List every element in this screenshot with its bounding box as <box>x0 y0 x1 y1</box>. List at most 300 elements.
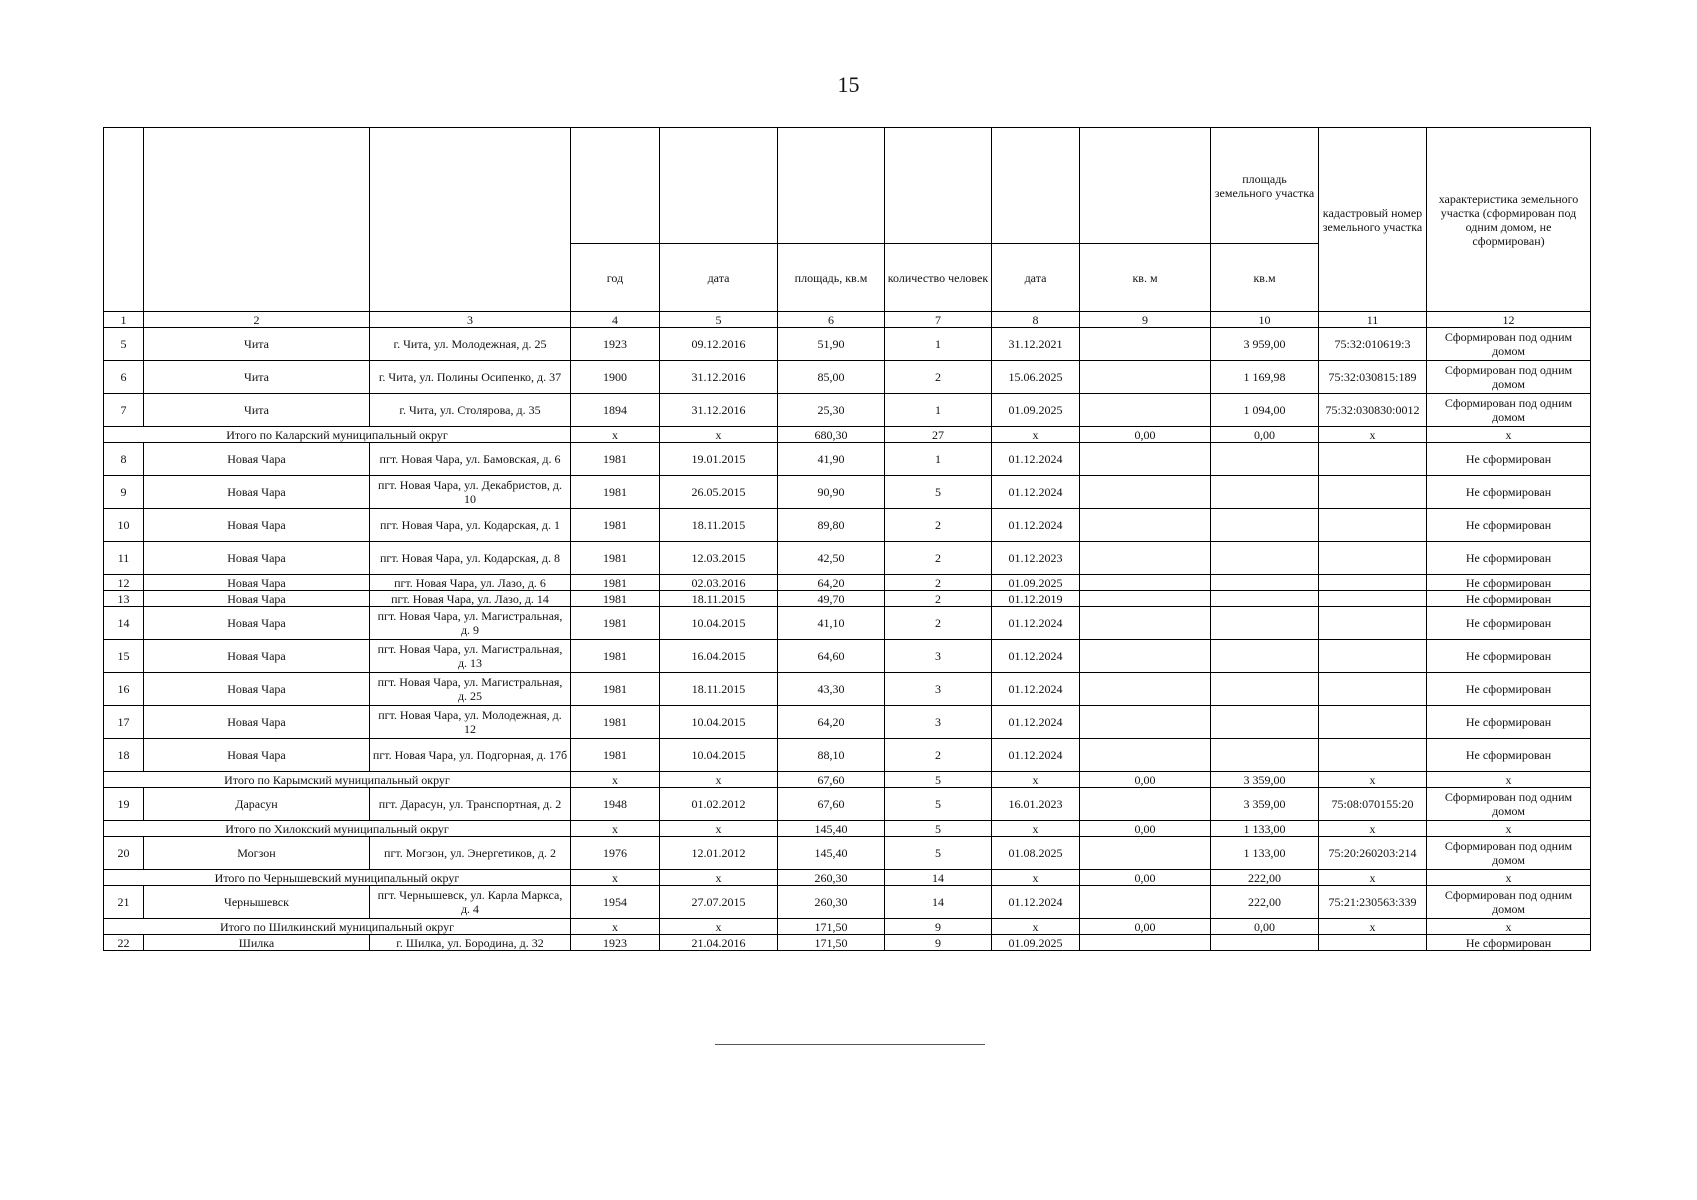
table-row <box>104 607 1591 640</box>
table-cell: пгт. Новая Чара, ул. Молодежная, д. 12 <box>370 706 571 739</box>
total-cell: х <box>1427 919 1591 935</box>
header-sqm: кв. м <box>1080 244 1211 312</box>
table-cell <box>1319 575 1427 591</box>
table-cell: 11 <box>104 542 144 575</box>
column-number-cell: 6 <box>778 312 885 328</box>
total-cell: х <box>1319 919 1427 935</box>
table-cell: 2 <box>885 509 992 542</box>
table-cell: 9 <box>885 935 992 951</box>
table-cell: 3 959,00 <box>1211 328 1319 361</box>
table-row <box>104 673 1591 706</box>
table-cell: пгт. Новая Чара, ул. Кодарская, д. 8 <box>370 542 571 575</box>
table-cell: Не сформирован <box>1427 607 1591 640</box>
header-cell-col4 <box>571 128 660 244</box>
table-cell <box>1080 886 1211 919</box>
column-number-cell: 11 <box>1319 312 1427 328</box>
table-cell: 01.12.2024 <box>992 886 1080 919</box>
table-cell: 10.04.2015 <box>660 706 778 739</box>
table-cell <box>1211 706 1319 739</box>
total-cell: х <box>571 772 660 788</box>
table-cell <box>1080 328 1211 361</box>
table-row <box>104 509 1591 542</box>
table-cell: Новая Чара <box>144 591 370 607</box>
table-cell: 1981 <box>571 443 660 476</box>
header-cell-col2 <box>144 128 370 312</box>
table-cell <box>1211 739 1319 772</box>
table-cell: 1981 <box>571 640 660 673</box>
header-cadastral-number: кадастровый номер земельного участка <box>1319 128 1427 312</box>
table-cell <box>1211 476 1319 509</box>
table-cell: 3 <box>885 673 992 706</box>
column-number-cell: 5 <box>660 312 778 328</box>
total-cell: х <box>1319 427 1427 443</box>
table-cell: 3 359,00 <box>1211 788 1319 821</box>
total-cell: х <box>660 821 778 837</box>
table-cell: 01.12.2019 <box>992 591 1080 607</box>
table-cell: Сформирован под одним домом <box>1427 394 1591 427</box>
table-cell: 13 <box>104 591 144 607</box>
table-row <box>104 837 1591 870</box>
table-cell: 9 <box>104 476 144 509</box>
total-cell: х <box>571 427 660 443</box>
table-cell: 2 <box>885 739 992 772</box>
table-cell: 3 <box>885 706 992 739</box>
table-cell: 12 <box>104 575 144 591</box>
table-cell: 16.01.2023 <box>992 788 1080 821</box>
table-cell: 3 <box>885 640 992 673</box>
total-cell: х <box>660 772 778 788</box>
table-cell: 88,10 <box>778 739 885 772</box>
table-cell: Новая Чара <box>144 476 370 509</box>
table-cell: 75:32:030830:0012 <box>1319 394 1427 427</box>
table-cell: 49,70 <box>778 591 885 607</box>
table-cell: Сформирован под одним домом <box>1427 886 1591 919</box>
header-cell-col6 <box>778 128 885 244</box>
table-cell: 01.12.2024 <box>992 509 1080 542</box>
table-cell: Дарасун <box>144 788 370 821</box>
total-cell: 3 359,00 <box>1211 772 1319 788</box>
table-cell: 1894 <box>571 394 660 427</box>
table-cell: 67,60 <box>778 788 885 821</box>
table-cell: Чита <box>144 361 370 394</box>
table-cell: 2 <box>885 607 992 640</box>
table-cell: 41,90 <box>778 443 885 476</box>
table-cell: Новая Чара <box>144 443 370 476</box>
total-cell: 0,00 <box>1080 821 1211 837</box>
table-cell: 01.12.2024 <box>992 607 1080 640</box>
column-number-cell: 9 <box>1080 312 1211 328</box>
table-cell: 1981 <box>571 476 660 509</box>
header-date-2: дата <box>992 244 1080 312</box>
table-cell: 18.11.2015 <box>660 509 778 542</box>
table-cell: 75:32:030815:189 <box>1319 361 1427 394</box>
total-cell: х <box>992 870 1080 886</box>
total-cell: х <box>1427 772 1591 788</box>
table-cell: Не сформирован <box>1427 476 1591 509</box>
header-area: площадь, кв.м <box>778 244 885 312</box>
table-cell: пгт. Новая Чара, ул. Магистральная, д. 13 <box>370 640 571 673</box>
district-total-row <box>104 919 1591 935</box>
table-cell: Могзон <box>144 837 370 870</box>
table-cell: 16.04.2015 <box>660 640 778 673</box>
total-cell: х <box>571 821 660 837</box>
table-row <box>104 886 1591 919</box>
total-cell: х <box>992 821 1080 837</box>
table-cell: 43,30 <box>778 673 885 706</box>
table-cell: 12.03.2015 <box>660 542 778 575</box>
table-cell: 75:20:260203:214 <box>1319 837 1427 870</box>
table-cell: 1981 <box>571 607 660 640</box>
table-cell: пгт. Новая Чара, ул. Лазо, д. 6 <box>370 575 571 591</box>
table-cell: 5 <box>885 476 992 509</box>
table-cell <box>1080 509 1211 542</box>
table-cell: 1 <box>885 443 992 476</box>
total-cell: х <box>992 427 1080 443</box>
table-cell <box>1080 361 1211 394</box>
table-cell <box>1080 706 1211 739</box>
table-cell <box>1319 706 1427 739</box>
table-row <box>104 935 1591 951</box>
total-cell: х <box>1427 427 1591 443</box>
table-cell <box>1080 607 1211 640</box>
table-cell <box>1080 476 1211 509</box>
table-body <box>104 328 1591 951</box>
table-cell: 2 <box>885 575 992 591</box>
column-number-cell: 8 <box>992 312 1080 328</box>
district-total-row <box>104 870 1591 886</box>
table-cell: Не сформирован <box>1427 640 1591 673</box>
total-cell: х <box>1319 870 1427 886</box>
table-cell <box>1211 935 1319 951</box>
table-cell: 260,30 <box>778 886 885 919</box>
table-cell: Чита <box>144 328 370 361</box>
table-cell: 15.06.2025 <box>992 361 1080 394</box>
table-cell: 01.12.2024 <box>992 739 1080 772</box>
table-cell: 01.12.2024 <box>992 706 1080 739</box>
header-sqm-2: кв.м <box>1211 244 1319 312</box>
table-cell: Сформирован под одним домом <box>1427 328 1591 361</box>
table-header <box>104 128 1591 328</box>
table-cell: 64,20 <box>778 706 885 739</box>
table-cell: 90,90 <box>778 476 885 509</box>
table-cell: 171,50 <box>778 935 885 951</box>
total-cell: х <box>660 427 778 443</box>
table-cell: 01.12.2024 <box>992 640 1080 673</box>
header-cell-col1 <box>104 128 144 312</box>
header-cell-col7 <box>885 128 992 244</box>
column-number-row <box>104 312 1591 328</box>
table-row <box>104 394 1591 427</box>
table-cell: Не сформирован <box>1427 443 1591 476</box>
table-cell: 1 169,98 <box>1211 361 1319 394</box>
table-cell: 25,30 <box>778 394 885 427</box>
table-cell: Новая Чара <box>144 640 370 673</box>
table-cell <box>1319 739 1427 772</box>
total-cell: 0,00 <box>1080 870 1211 886</box>
table-cell: 20 <box>104 837 144 870</box>
table-cell: пгт. Дарасун, ул. Транспортная, д. 2 <box>370 788 571 821</box>
header-cell-col8 <box>992 128 1080 244</box>
total-cell: 0,00 <box>1211 427 1319 443</box>
table-cell: 01.12.2024 <box>992 443 1080 476</box>
table-row <box>104 328 1591 361</box>
table-cell: 18.11.2015 <box>660 591 778 607</box>
table-cell: 31.12.2016 <box>660 394 778 427</box>
column-number-cell: 1 <box>104 312 144 328</box>
table-cell: 1981 <box>571 739 660 772</box>
table-cell: пгт. Могзон, ул. Энергетиков, д. 2 <box>370 837 571 870</box>
table-cell: 85,00 <box>778 361 885 394</box>
table-cell: 7 <box>104 394 144 427</box>
total-cell: 171,50 <box>778 919 885 935</box>
table-cell <box>1319 509 1427 542</box>
table-cell <box>1080 640 1211 673</box>
table-cell: Не сформирован <box>1427 591 1591 607</box>
table-cell: 01.08.2025 <box>992 837 1080 870</box>
table-cell <box>1211 509 1319 542</box>
district-total-row <box>104 427 1591 443</box>
table-cell: 1 133,00 <box>1211 837 1319 870</box>
table-cell: Не сформирован <box>1427 673 1591 706</box>
table-cell: 8 <box>104 443 144 476</box>
table-cell: Новая Чара <box>144 706 370 739</box>
table-cell: 31.12.2021 <box>992 328 1080 361</box>
table-cell: 01.09.2025 <box>992 575 1080 591</box>
table-cell: 1 094,00 <box>1211 394 1319 427</box>
table-cell: Сформирован под одним домом <box>1427 361 1591 394</box>
table-row <box>104 591 1591 607</box>
table-cell: Не сформирован <box>1427 542 1591 575</box>
table-cell: Сформирован под одним домом <box>1427 837 1591 870</box>
district-total-row <box>104 772 1591 788</box>
table-row <box>104 476 1591 509</box>
table-cell: Новая Чара <box>144 739 370 772</box>
page-number: 15 <box>837 72 860 97</box>
total-cell: 5 <box>885 772 992 788</box>
total-cell: х <box>1319 772 1427 788</box>
table-cell <box>1319 673 1427 706</box>
column-number-cell: 10 <box>1211 312 1319 328</box>
header-land-area: площадь земельного участка <box>1211 128 1319 244</box>
table-cell: Новая Чара <box>144 607 370 640</box>
table-cell: 14 <box>104 607 144 640</box>
total-cell: 67,60 <box>778 772 885 788</box>
table-cell <box>1080 542 1211 575</box>
table-cell: 15 <box>104 640 144 673</box>
total-cell: 0,00 <box>1080 919 1211 935</box>
total-cell: 222,00 <box>1211 870 1319 886</box>
table-cell: 01.12.2023 <box>992 542 1080 575</box>
table-cell: 1976 <box>571 837 660 870</box>
table-cell <box>1211 443 1319 476</box>
table-cell: Новая Чара <box>144 542 370 575</box>
table-cell: Не сформирован <box>1427 509 1591 542</box>
header-year: год <box>571 244 660 312</box>
total-cell: х <box>1427 821 1591 837</box>
total-cell: 1 133,00 <box>1211 821 1319 837</box>
table-cell: 1948 <box>571 788 660 821</box>
table-cell: Чернышевск <box>144 886 370 919</box>
table-cell: 17 <box>104 706 144 739</box>
table-cell: 1 <box>885 328 992 361</box>
table-row <box>104 640 1591 673</box>
table-cell: 222,00 <box>1211 886 1319 919</box>
district-total-label: Итого по Шилкинский муниципальный округ <box>104 919 571 935</box>
total-cell: х <box>660 919 778 935</box>
table-cell: 19.01.2015 <box>660 443 778 476</box>
table-cell: 42,50 <box>778 542 885 575</box>
total-cell: 0,00 <box>1080 772 1211 788</box>
table-cell: 21.04.2016 <box>660 935 778 951</box>
table-cell <box>1211 575 1319 591</box>
total-cell: 260,30 <box>778 870 885 886</box>
table-cell: 64,20 <box>778 575 885 591</box>
table-cell: пгт. Новая Чара, ул. Бамовская, д. 6 <box>370 443 571 476</box>
total-cell: х <box>1319 821 1427 837</box>
table-cell: 02.03.2016 <box>660 575 778 591</box>
district-total-row <box>104 821 1591 837</box>
table-cell: Не сформирован <box>1427 935 1591 951</box>
table-cell: пгт. Новая Чара, ул. Кодарская, д. 1 <box>370 509 571 542</box>
table-cell: 6 <box>104 361 144 394</box>
header-date: дата <box>660 244 778 312</box>
table-row <box>104 575 1591 591</box>
table-cell: 1981 <box>571 575 660 591</box>
table-cell: Новая Чара <box>144 575 370 591</box>
table-cell: Шилка <box>144 935 370 951</box>
table-cell: 5 <box>885 837 992 870</box>
table-cell: 01.02.2012 <box>660 788 778 821</box>
table-cell: г. Шилка, ул. Бородина, д. 32 <box>370 935 571 951</box>
total-cell: 680,30 <box>778 427 885 443</box>
table-cell: Не сформирован <box>1427 575 1591 591</box>
table-cell: пгт. Новая Чара, ул. Декабристов, д. 10 <box>370 476 571 509</box>
table-cell: 26.05.2015 <box>660 476 778 509</box>
table-cell: 16 <box>104 673 144 706</box>
total-cell: 9 <box>885 919 992 935</box>
total-cell: х <box>992 919 1080 935</box>
table-row <box>104 361 1591 394</box>
table-cell: 1923 <box>571 328 660 361</box>
table-cell <box>1080 443 1211 476</box>
table-cell: 10 <box>104 509 144 542</box>
table-row <box>104 443 1591 476</box>
housing-registry-table <box>103 127 1591 951</box>
table-cell <box>1080 935 1211 951</box>
total-cell: 27 <box>885 427 992 443</box>
table-cell: 01.09.2025 <box>992 394 1080 427</box>
total-cell: х <box>571 919 660 935</box>
column-number-cell: 2 <box>144 312 370 328</box>
header-cell-col5 <box>660 128 778 244</box>
table-cell <box>1319 542 1427 575</box>
table-cell: Не сформирован <box>1427 706 1591 739</box>
table-cell: 2 <box>885 542 992 575</box>
table-cell: г. Чита, ул. Молодежная, д. 25 <box>370 328 571 361</box>
header-cell-col3 <box>370 128 571 312</box>
table-cell <box>1319 591 1427 607</box>
table-cell: 1981 <box>571 542 660 575</box>
table-cell <box>1080 591 1211 607</box>
total-cell: х <box>571 870 660 886</box>
table-cell: пгт. Чернышевск, ул. Карла Маркса, д. 4 <box>370 886 571 919</box>
table-cell <box>1080 575 1211 591</box>
table-cell: 1954 <box>571 886 660 919</box>
table-row <box>104 739 1591 772</box>
header-people: количество человек <box>885 244 992 312</box>
table-cell <box>1211 640 1319 673</box>
table-cell: 75:21:230563:339 <box>1319 886 1427 919</box>
table-cell: 145,40 <box>778 837 885 870</box>
table-cell: 64,60 <box>778 640 885 673</box>
table-cell: г. Чита, ул. Столярова, д. 35 <box>370 394 571 427</box>
table-cell: 01.12.2024 <box>992 673 1080 706</box>
total-cell: х <box>1427 870 1591 886</box>
table-cell <box>1211 607 1319 640</box>
table-cell: пгт. Новая Чара, ул. Магистральная, д. 25 <box>370 673 571 706</box>
table-cell: 12.01.2012 <box>660 837 778 870</box>
table-cell: Не сформирован <box>1427 739 1591 772</box>
table-cell: 2 <box>885 361 992 394</box>
total-cell: х <box>660 870 778 886</box>
table-cell: 75:08:070155:20 <box>1319 788 1427 821</box>
table-cell: 18.11.2015 <box>660 673 778 706</box>
table-cell: Новая Чара <box>144 509 370 542</box>
table-cell: Чита <box>144 394 370 427</box>
table-cell <box>1080 739 1211 772</box>
column-number-cell: 3 <box>370 312 571 328</box>
footer-divider <box>715 1044 985 1045</box>
header-cell-col9 <box>1080 128 1211 244</box>
table-cell <box>1080 673 1211 706</box>
total-cell: 14 <box>885 870 992 886</box>
table-cell: 75:32:010619:3 <box>1319 328 1427 361</box>
table-cell: Новая Чара <box>144 673 370 706</box>
table-cell <box>1319 476 1427 509</box>
table-cell: 51,90 <box>778 328 885 361</box>
table-cell: 31.12.2016 <box>660 361 778 394</box>
table-cell: 5 <box>104 328 144 361</box>
table-cell: 14 <box>885 886 992 919</box>
table-cell: 01.09.2025 <box>992 935 1080 951</box>
table-cell: 2 <box>885 591 992 607</box>
table-cell: 22 <box>104 935 144 951</box>
table-row <box>104 542 1591 575</box>
column-number-cell: 12 <box>1427 312 1591 328</box>
table-cell: 41,10 <box>778 607 885 640</box>
total-cell: 0,00 <box>1080 427 1211 443</box>
table-cell: пгт. Новая Чара, ул. Магистральная, д. 9 <box>370 607 571 640</box>
table-cell <box>1211 591 1319 607</box>
total-cell: 145,40 <box>778 821 885 837</box>
district-total-label: Итого по Карымский муниципальный округ <box>104 772 571 788</box>
table-row <box>104 788 1591 821</box>
district-total-label: Итого по Каларский муниципальный округ <box>104 427 571 443</box>
table-cell <box>1080 788 1211 821</box>
table-cell: 09.12.2016 <box>660 328 778 361</box>
table-cell: пгт. Новая Чара, ул. Лазо, д. 14 <box>370 591 571 607</box>
total-cell: 0,00 <box>1211 919 1319 935</box>
table-cell <box>1211 673 1319 706</box>
district-total-label: Итого по Чернышевский муниципальный округ <box>104 870 571 886</box>
table-cell: 10.04.2015 <box>660 607 778 640</box>
table-cell: 1923 <box>571 935 660 951</box>
table-cell <box>1319 935 1427 951</box>
table-row <box>104 706 1591 739</box>
table-cell: пгт. Новая Чара, ул. Подгорная, д. 17б <box>370 739 571 772</box>
header-land-characteristic: характеристика земельного участка (сформирован под одним домом, не сформирован) <box>1427 128 1591 312</box>
table-cell: 1981 <box>571 591 660 607</box>
